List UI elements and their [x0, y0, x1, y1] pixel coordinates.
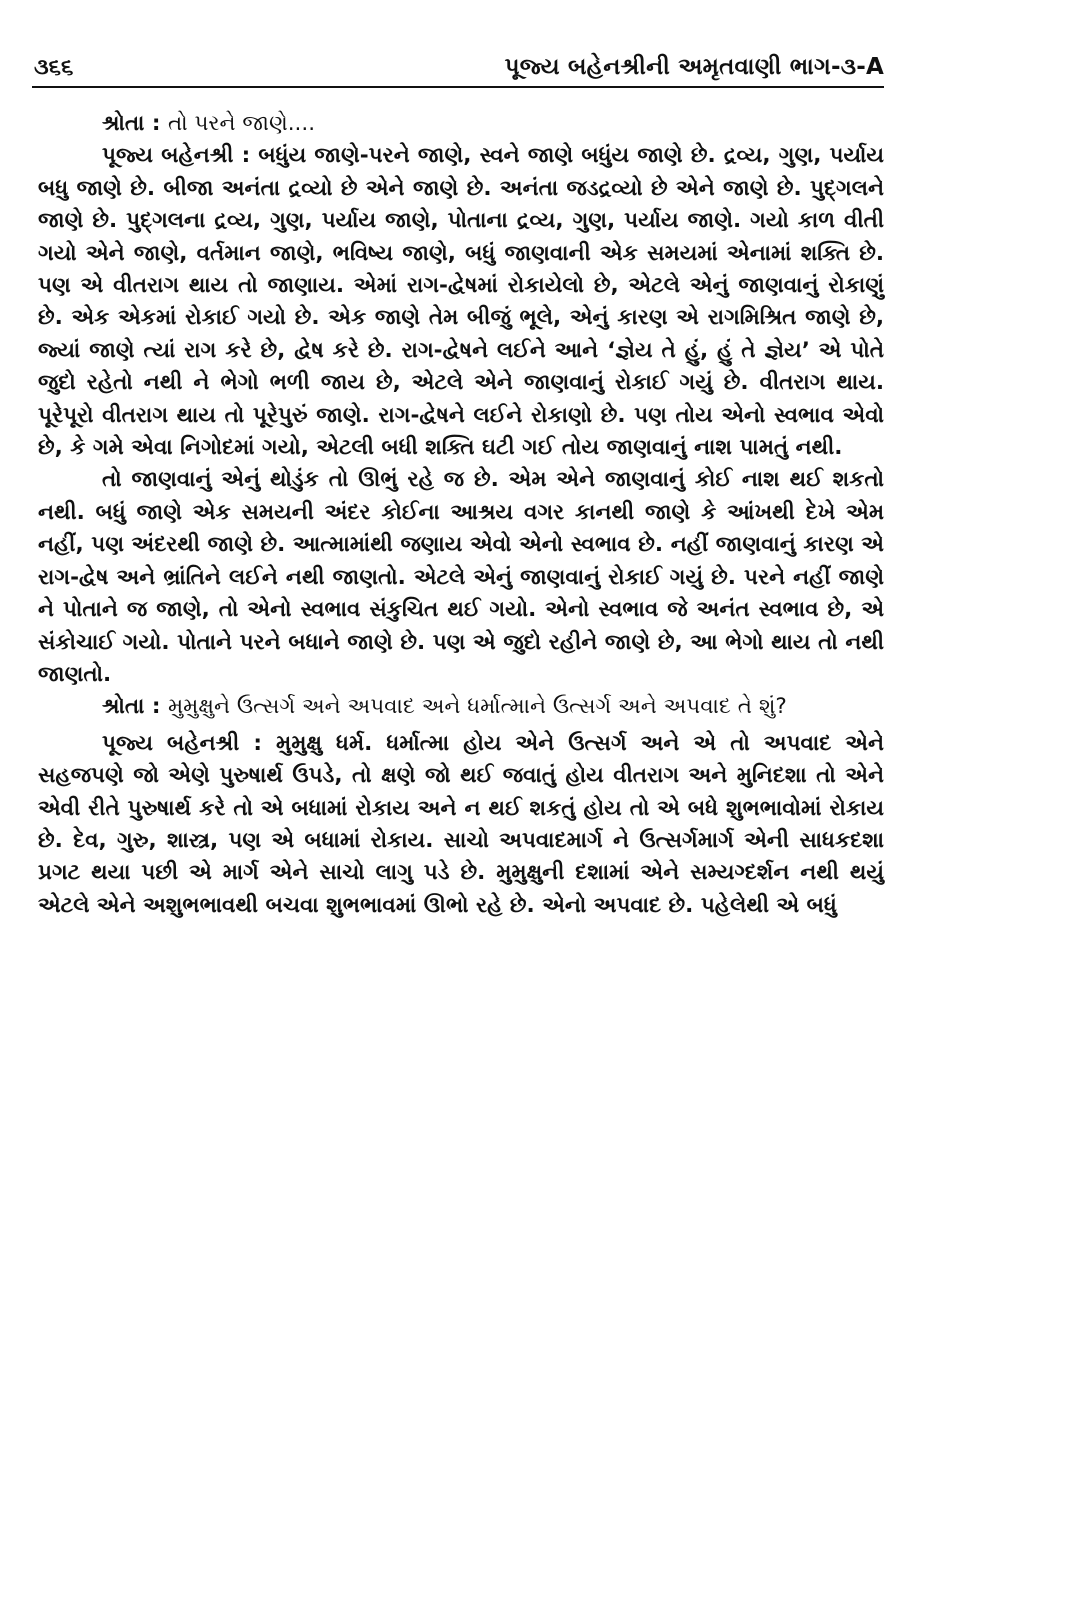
paragraph-text: મુમુક્ષુને ઉત્સર્ગ અને અપવાદ અને ધર્માત્માને ઉત્સર્ગ અને અપવાદ તે શું? [168, 694, 787, 720]
book-page [32, 44, 884, 922]
question-paragraph [38, 108, 884, 140]
paragraph-text: બધુંય જાણે-પરને જાણે, સ્વને જાણે બધુંય જાણે છે. દ્રવ્ય, ગુણ, પર્યાય બધુ જાણે છે. બીજા અનંતા દ્રવ્યો છે એને જાણે છે. અનંતા જડદ્રવ્યો છે એને જાણે છે. પુદ્ગલને જાણે છે. પુદ્ગલના દ્રવ્ય, ગુણ, પર્યાય જાણે, પોતાના દ્રવ્ય, ગુણ, પર્યાય જાણે. ગયો કાળ વીતી ગયો એને જાણે, વર્તમાન જાણે, ભવિષ્ય જાણે, બધું જાણવાની એક સમયમાં એનામાં શક્તિ છે. પણ એ વીતરાગ થાય તો જાણાય. એમાં રાગ-દ્વેષમાં રોકાયેલો છે, એટલે એનું જાણવાનું રોકાણું છે. એક એકમાં રોકાઈ ગયો છે. એક જાણે તેમ બીજું ભૂલે, એનું કારણ એ રાગમિશ્રિત જાણે છે, જ્યાં જાણે ત્યાં રાગ કરે છે, દ્વેષ કરે છે. રાગ-દ્વેષને લઈને આને ‘જ્ઞેય તે હું, હું તે જ્ઞેય’ એ પોતે જુદો રહેતો નથી ને ભેગો ભળી જાય છે, એટલે એને જાણવાનું રોકાઈ ગયું છે. વીતરાગ થાય. પૂરેપૂરો વીતરાગ થાય તો પૂરેપુરું જાણે. રાગ-દ્વેષને લઈને રોકાણો છે. પણ તોય એનો સ્વભાવ એવો છે, કે ગમે એવા નિગોદમાં ગયો, એટલી બધી શક્તિ ઘટી ગઈ તોય જાણવાનું નાશ પામતું નથી. [38, 143, 884, 461]
paragraph-text: તો જાણવાનું એનું થોડુંક તો ઊભું રહે જ છે. એમ એને જાણવાનું કોઈ નાશ થઈ શકતો નથી. બધું જાણે એક સમયની અંદર કોઈના આશ્રય વગર કાનથી જાણે કે આંખથી દેખે એમ નહીં, પણ અંદરથી જાણે છે. આત્મામાંથી જણાય એવો એનો સ્વભાવ છે. નહીં જાણવાનું કારણ એ રાગ-દ્વેષ અને ભ્રાંતિને લઈને નથી જાણતો. એટલે એનું જાણવાનું રોકાઈ ગયું છે. પરને નહીં જાણે ને પોતાને જ જાણે, તો એનો સ્વભાવ સંકુચિત થઈ ગયો. એનો સ્વભાવ જે અનંત સ્વભાવ છે, એ સંકોચાઈ ગયો. પોતાને પરને બધાને જાણે છે. પણ એ જુદો રહીને જાણે છે, આ ભેગો થાય તો નથી જાણતો. [38, 467, 884, 687]
answer-paragraph [38, 728, 884, 922]
page-body [32, 108, 884, 922]
question-paragraph [38, 691, 884, 723]
page-number: ૩૬૬ [34, 55, 74, 80]
answer-paragraph [38, 464, 884, 691]
book-title: પૂજ્ય બહેનશ્રીની અમૃતવાણી ભાગ-૩-A [504, 54, 884, 80]
paragraph-text: મુમુક્ષુ ધર્મ. ધર્માત્મા હોય એને ઉત્સર્ગ અને એ તો અપવાદ એને સહજપણે જો એણે પુરુષાર્થ ઉપડે, તો ક્ષણે જો થઈ જવાતું હોય વીતરાગ અને મુનિદશા તો એને એવી રીતે પુરુષાર્થ કરે તો એ બધામાં રોકાય અને ન થઈ શકતું હોય તો એ બધે શુભભાવોમાં રોકાય છે. દેવ, ગુરુ, શાસ્ત્ર, પણ એ બધામાં રોકાય. સાચો અપવાદમાર્ગ ને ઉત્સર્ગમાર્ગ એની સાધકદશા પ્રગટ થયા પછી એ માર્ગ એને સાચો લાગુ પડે છે. મુમુક્ષુની દશામાં એને સમ્યગ્દર્શન નથી થયું એટલે એને અશુભભાવથી બચવા શુભભાવમાં ઊભો રહે છે. એનો અપવાદ છે. પહેલેથી એ બધું [38, 730, 884, 918]
running-header [32, 44, 884, 88]
speaker-label: શ્રોતા : [102, 111, 168, 136]
speaker-label: શ્રોતા : [102, 694, 168, 720]
paragraph-text: તો પરને જાણે.... [168, 111, 316, 136]
answer-paragraph [38, 140, 884, 464]
speaker-label: પૂજ્ય બહેનશ્રી : [102, 143, 259, 169]
speaker-label: પૂજ્ય બહેનશ્રી : [102, 730, 277, 756]
